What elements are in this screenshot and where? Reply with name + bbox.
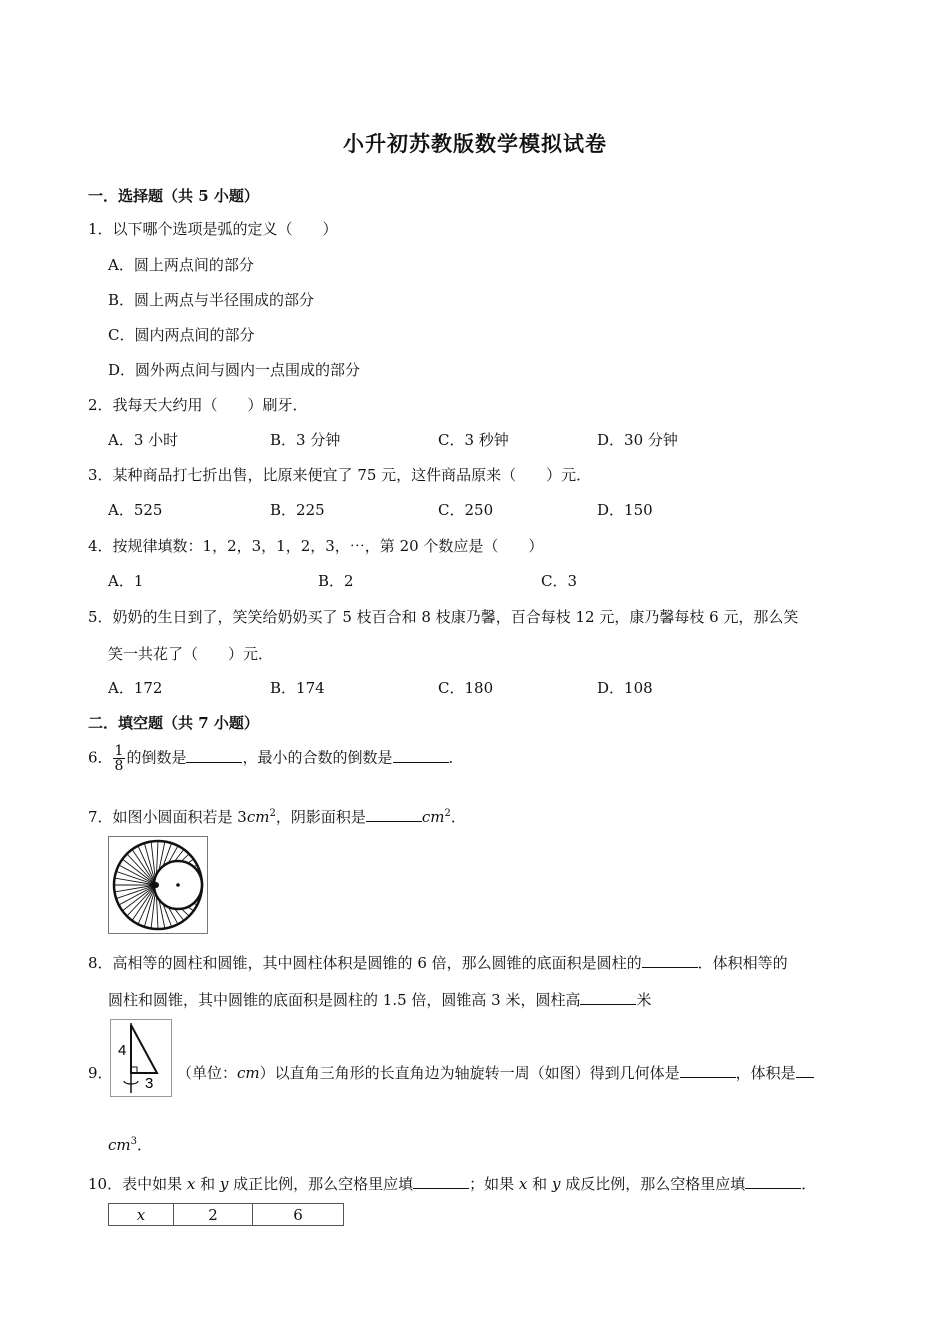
answer-blank[interactable] [413,1174,469,1189]
question-2-option-c: C．3 秒钟 [438,431,509,449]
question-7-mid: ，阴影面积是 [275,808,366,826]
variable-x: x [518,1175,528,1193]
answer-blank[interactable] [393,748,449,763]
question-9-text-a: （单位： [177,1064,238,1082]
section-heading-choice: 一．选择题（共 5 小题） [88,187,259,205]
question-10-text-2: ；如果 [469,1175,519,1193]
question-8-text-4: 米 [636,991,652,1009]
base-label: 3 [145,1075,154,1092]
unit-cm: cm [237,1064,260,1082]
question-6-number: 6． [88,748,113,767]
question-6-text-1: 的倒数是 [126,748,187,767]
question-6-end: ． [448,748,464,767]
question-1-option-c: C．圆内两点间的部分 [108,326,255,344]
question-10-text: 10．表中如果 [88,1175,187,1193]
answer-blank[interactable] [580,990,636,1005]
unit-cm: cm [421,808,445,826]
table-row [109,1204,344,1226]
fraction-numerator: 1 [114,743,124,759]
question-9-number: 9． [88,1064,113,1082]
question-9-unit-line [108,1134,152,1155]
fraction-denominator: 8 [114,758,124,774]
side-label: 4 [118,1042,127,1059]
fraction-one-eighth [113,744,126,773]
triangle [131,1025,157,1073]
question-3-option-a: A．525 [108,501,163,519]
exponent: 2 [444,808,451,819]
question-5-line-2: 笑一共花了（ ）元． [108,645,274,663]
question-1-option-a: A．圆上两点间的部分 [108,256,254,274]
table-cell: 6 [253,1204,344,1226]
question-7-end: ． [450,808,466,826]
unit-cm: cm [108,1136,131,1154]
question-5-option-d: D．108 [597,679,653,697]
right-triangle-figure [110,1019,172,1097]
question-8-text-2: ．体积相等的 [697,954,788,972]
table-cell-x [109,1204,174,1226]
answer-blank[interactable] [796,1063,814,1078]
answer-blank[interactable] [642,953,698,968]
hatch-line [122,885,156,911]
conjunction: 和 [527,1175,552,1193]
unit-cm: cm [246,808,270,826]
question-6-text-2: ，最小的合数的倒数是 [242,748,393,767]
question-5-option-b: B．174 [270,679,325,697]
question-9-text-c: ，体积是 [735,1064,796,1082]
question-9-end: ． [137,1136,153,1154]
answer-blank[interactable] [366,807,422,822]
question-10-end: ． [801,1175,817,1193]
xy-table [108,1203,344,1226]
question-1-option-b: B．圆上两点与半径围成的部分 [108,291,315,309]
question-2-option-a: A．3 小时 [108,431,179,449]
question-7 [88,806,466,827]
question-3-option-b: B．225 [270,501,325,519]
center-dot [176,883,180,887]
question-5-option-c: C．180 [438,679,494,697]
question-3-stem: 3．某种商品打七折出售，比原来便宜了 75 元，这件商品原来（ ）元． [88,466,592,484]
question-6 [88,744,464,773]
question-2-stem: 2．我每天大约用（ ）刷牙． [88,396,308,414]
question-1-option-d: D．圆外两点间与圆内一点围成的部分 [108,361,361,379]
table-cell: 2 [174,1204,253,1226]
question-4-option-a: A．1 [108,572,144,590]
question-9-text-b: ）以直角三角形的长直角边为轴旋转一周（如图）得到几何体是 [259,1064,680,1082]
tangent-point [153,882,159,888]
exponent: 3 [130,1136,137,1147]
question-10-text-1: 成正比例，那么空格里应填 [228,1175,414,1193]
question-5-line-1: 5．奶奶的生日到了，笑笑给奶奶买了 5 枝百合和 8 枝康乃馨，百合每枝 12 元，康乃馨每枝 6 元，那么笑 [88,608,799,626]
exponent: 2 [269,808,276,819]
question-1-stem: 1．以下哪个选项是弧的定义（ ） [88,220,338,238]
question-9-text [177,1062,814,1083]
section-heading-fill: 二．填空题（共 7 小题） [88,714,259,732]
question-5-option-a: A．172 [108,679,163,697]
variable-x: x [186,1175,196,1193]
answer-blank[interactable] [745,1174,801,1189]
question-7-text: 7．如图小圆面积若是 3 [88,808,247,826]
question-3-option-c: C．250 [438,501,494,519]
answer-blank[interactable] [186,748,242,763]
page-title: 小升初苏教版数学模拟试卷 [343,131,607,156]
conjunction: 和 [195,1175,220,1193]
answer-blank[interactable] [680,1063,736,1078]
question-10 [88,1173,816,1194]
question-4-stem: 4．按规律填数：1，2，3，1，2，3，⋯，第 20 个数应是（ ） [88,537,544,555]
question-8-text-3: 圆柱和圆锥，其中圆锥的底面积是圆柱的 1.5 倍，圆锥高 3 米，圆柱高 [108,991,581,1009]
cell-text: x [136,1205,146,1224]
question-8-line-2 [108,989,652,1010]
shaded-circle-figure [108,836,208,934]
question-10-text-3: 成反比例，那么空格里应填 [560,1175,746,1193]
question-8-line-1 [88,952,788,973]
hatch-line [122,859,156,885]
question-4-option-c: C．3 [541,572,578,590]
question-2-option-b: B．3 分钟 [270,431,341,449]
question-2-option-d: D．30 分钟 [597,431,678,449]
variable-y: y [551,1175,561,1193]
question-8-text-1: 8．高相等的圆柱和圆锥，其中圆柱体积是圆锥的 6 倍，那么圆锥的底面积是圆柱的 [88,954,642,972]
question-4-option-b: B．2 [318,572,354,590]
question-3-option-d: D．150 [597,501,653,519]
variable-y: y [219,1175,229,1193]
